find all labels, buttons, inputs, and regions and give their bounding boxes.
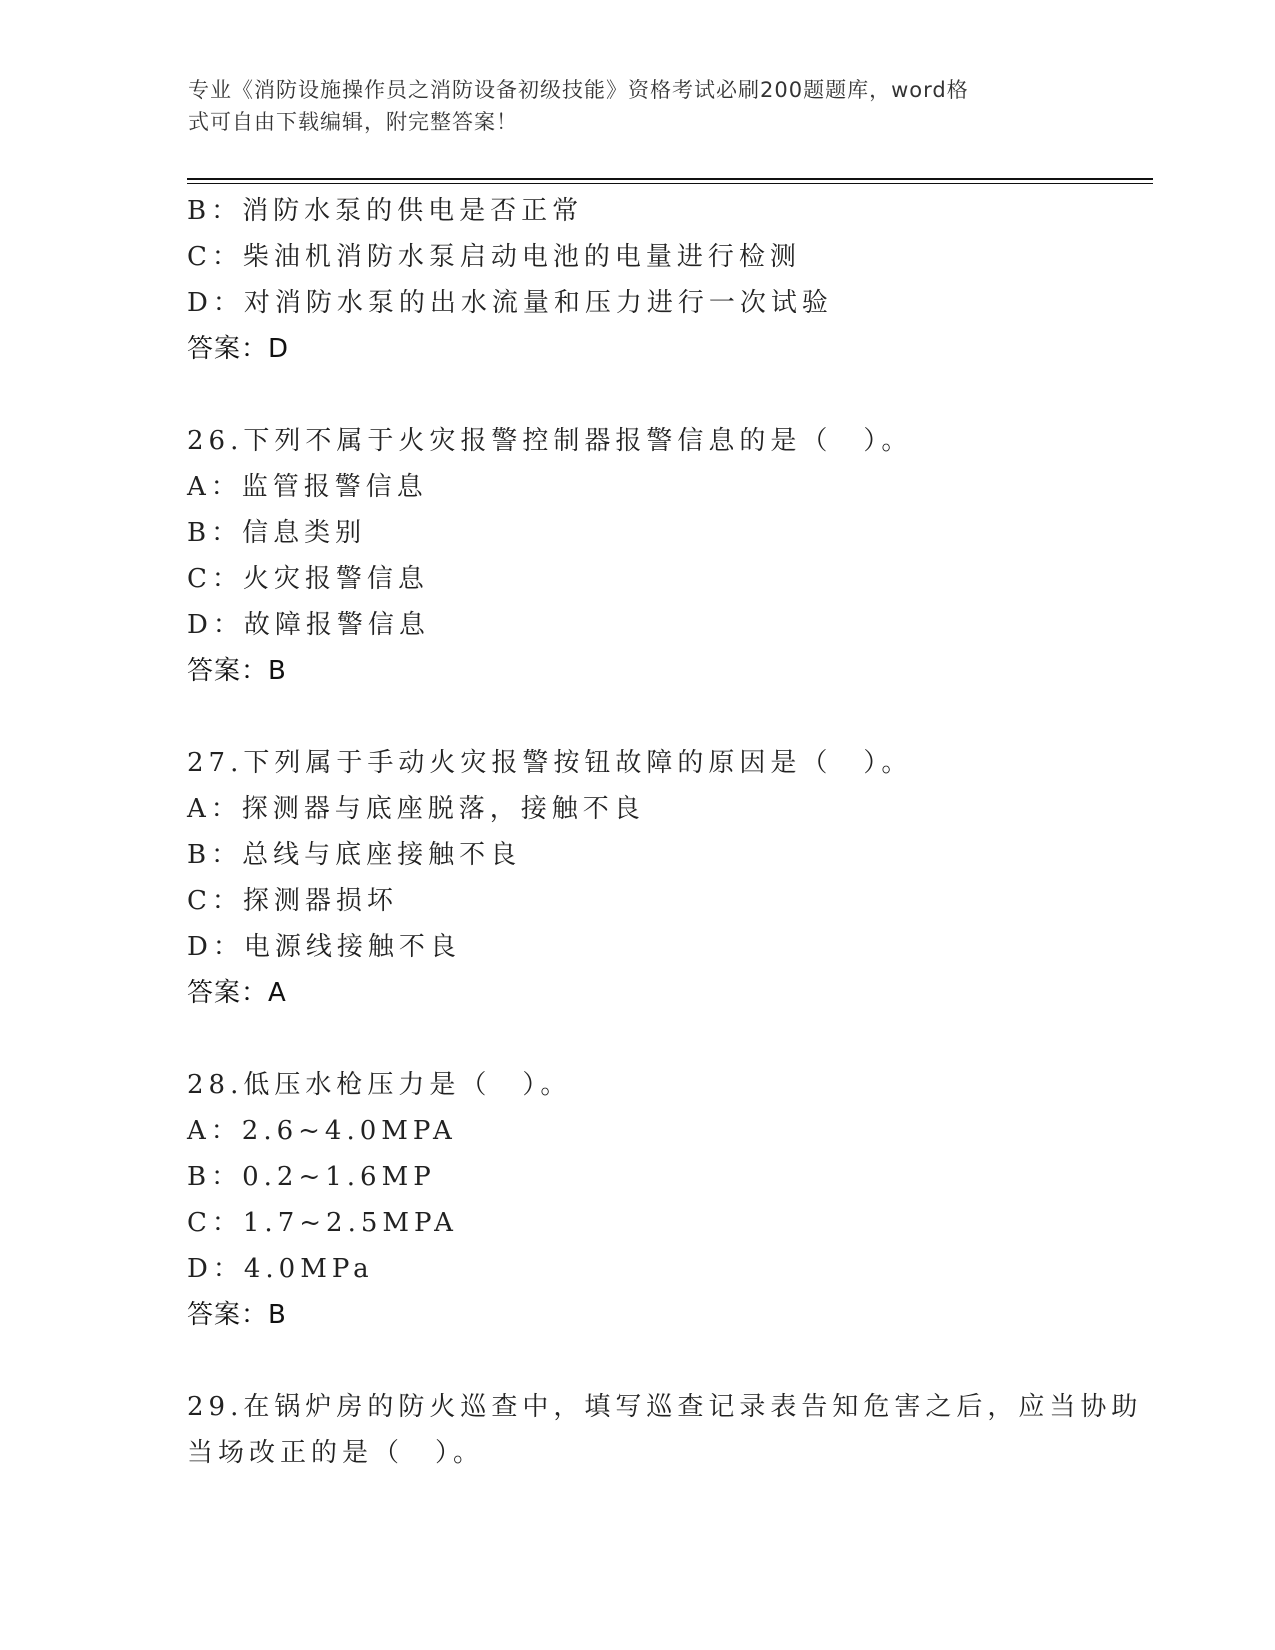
option-b: B：总线与底座接触不良: [187, 840, 522, 870]
option-c: C：1.7~2.5MPA: [187, 1208, 458, 1238]
option-b: B：消防水泵的供电是否正常: [187, 196, 584, 226]
option-c: C：火灾报警信息: [187, 564, 429, 594]
answer: 答案：B: [187, 656, 287, 686]
header-line-2: 式可自由下载编辑，附完整答案！: [188, 110, 518, 134]
question-stem: 28.低压水枪压力是（ ）。: [187, 1070, 572, 1100]
option-d: D：4.0MPa: [187, 1254, 374, 1284]
option-b: B：信息类别: [187, 518, 367, 548]
option-a: A：监管报警信息: [187, 472, 428, 502]
answer: 答案：B: [187, 1300, 287, 1330]
option-a: A：2.6~4.0MPA: [187, 1116, 457, 1146]
question-list: [187, 188, 1143, 1476]
option-d: D：对消防水泵的出水流量和压力进行一次试验: [187, 288, 833, 318]
header-line-1: 专业《消防设施操作员之消防设备初级技能》资格考试必刷200题题库，word格: [188, 78, 969, 102]
header-divider-thin: [187, 183, 1153, 184]
answer: 答案：A: [187, 978, 287, 1008]
question-stem: 27.下列属于手动火灾报警按钮故障的原因是（ ）。: [187, 748, 913, 778]
page-header: [188, 74, 1068, 138]
question-27: [187, 740, 1087, 1016]
option-c: C：柴油机消防水泵启动电池的电量进行检测: [187, 242, 801, 272]
option-b: B：0.2~1.6MP: [187, 1162, 436, 1192]
option-d: D：电源线接触不良: [187, 932, 461, 962]
question-29: [187, 1384, 1143, 1476]
answer: 答案：D: [187, 334, 290, 364]
question-stem-line-2: 当场改正的是（ ）。: [187, 1438, 485, 1468]
question-stem: 26.下列不属于火灾报警控制器报警信息的是（ ）。: [187, 426, 913, 456]
question-stem-line-1: 29.在锅炉房的防火巡查中，填写巡查记录表告知危害之后，应当协助: [187, 1392, 1143, 1422]
option-a: A：探测器与底座脱落，接触不良: [187, 794, 645, 824]
question-25-continued: [187, 188, 1087, 372]
question-26: [187, 418, 1087, 694]
option-c: C：探测器损坏: [187, 886, 398, 916]
option-d: D：故障报警信息: [187, 610, 430, 640]
header-divider-thick: [187, 178, 1153, 180]
question-28: [187, 1062, 1087, 1338]
